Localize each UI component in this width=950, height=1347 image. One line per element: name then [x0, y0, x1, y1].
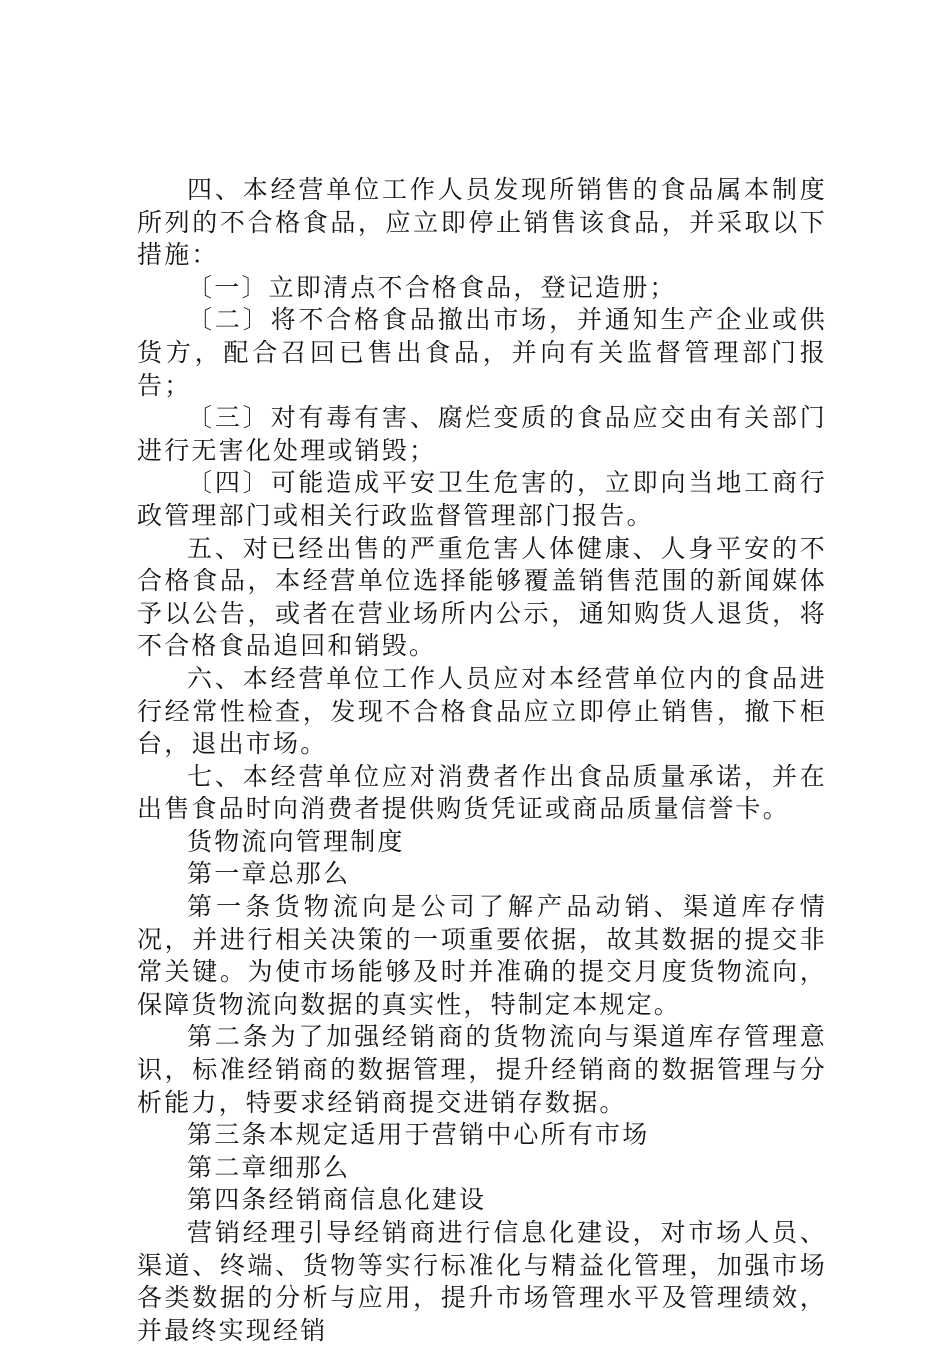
paragraph-clause-4: 第四条经销商信息化建设 [187, 1185, 487, 1215]
paragraph-clause-1: 第一条货物流向是公司了解产品动销、渠道库存情况，并进行相关决策的一项重要依据，故其数据的提交非常关键。为使市场能够及时并准确的提交月度货物流向，保障货物流向数据的真实性，特制定本规定。 [137, 892, 827, 1019]
paragraph-measure-4: 〔四〕可能造成平安卫生危害的，立即向当地工商行政管理部门或相关行政监督管理部门报告。 [137, 468, 827, 530]
paragraph-measure-1: 〔一〕立即清点不合格食品，登记造册； [187, 272, 677, 302]
paragraph-article-7: 七、本经营单位应对消费者作出食品质量承诺，并在出售食品时向消费者提供购货凭证或商品质量信誉卡。 [137, 761, 827, 824]
paragraph-article-5: 五、对已经出售的严重危害人体健康、人身平安的不合格食品，本经营单位选择能够覆盖销售范围的新闻媒体予以公告，或者在营业场所内公示，通知购货人退货，将不合格食品追回和销毁。 [137, 533, 827, 661]
paragraph-clause-3: 第三条本规定适用于营销中心所有市场 [187, 1120, 650, 1150]
document-body [137, 174, 827, 1347]
paragraph-measure-2: 〔二〕将不合格食品撤出市场，并通知生产企业或供货方，配合召回已售出食品，并向有关监督管理部门报告； [137, 305, 827, 400]
section-title: 货物流向管理制度 [187, 826, 405, 856]
paragraph-clause-2: 第二条为了加强经销商的货物流向与渠道库存管理意识，标准经销商的数据管理，提升经销商的数据管理与分析能力，特要求经销商提交进销存数据。 [137, 1022, 827, 1117]
chapter-1-heading: 第一章总那么 [187, 859, 351, 889]
paragraph-clause-4-body: 营销经理引导经销商进行信息化建设，对市场人员、渠道、终端、货物等实行标准化与精益化管理，加强市场各类数据的分析与应用，提升市场管理水平及管理绩效，并最终实现经销 [137, 1218, 827, 1345]
paragraph-measure-3: 〔三〕对有毒有害、腐烂变质的食品应交由有关部门进行无害化处理或销毁； [137, 403, 827, 465]
paragraph-article-4: 四、本经营单位工作人员发现所销售的食品属本制度所列的不合格食品，应立即停止销售该食品，并采取以下措施： [137, 175, 827, 270]
chapter-2-heading: 第二章细那么 [187, 1152, 351, 1182]
paragraph-article-6: 六、本经营单位工作人员应对本经营单位内的食品进行经常性检查，发现不合格食品应立即停止销售，撤下柜台，退出市场。 [137, 663, 827, 759]
